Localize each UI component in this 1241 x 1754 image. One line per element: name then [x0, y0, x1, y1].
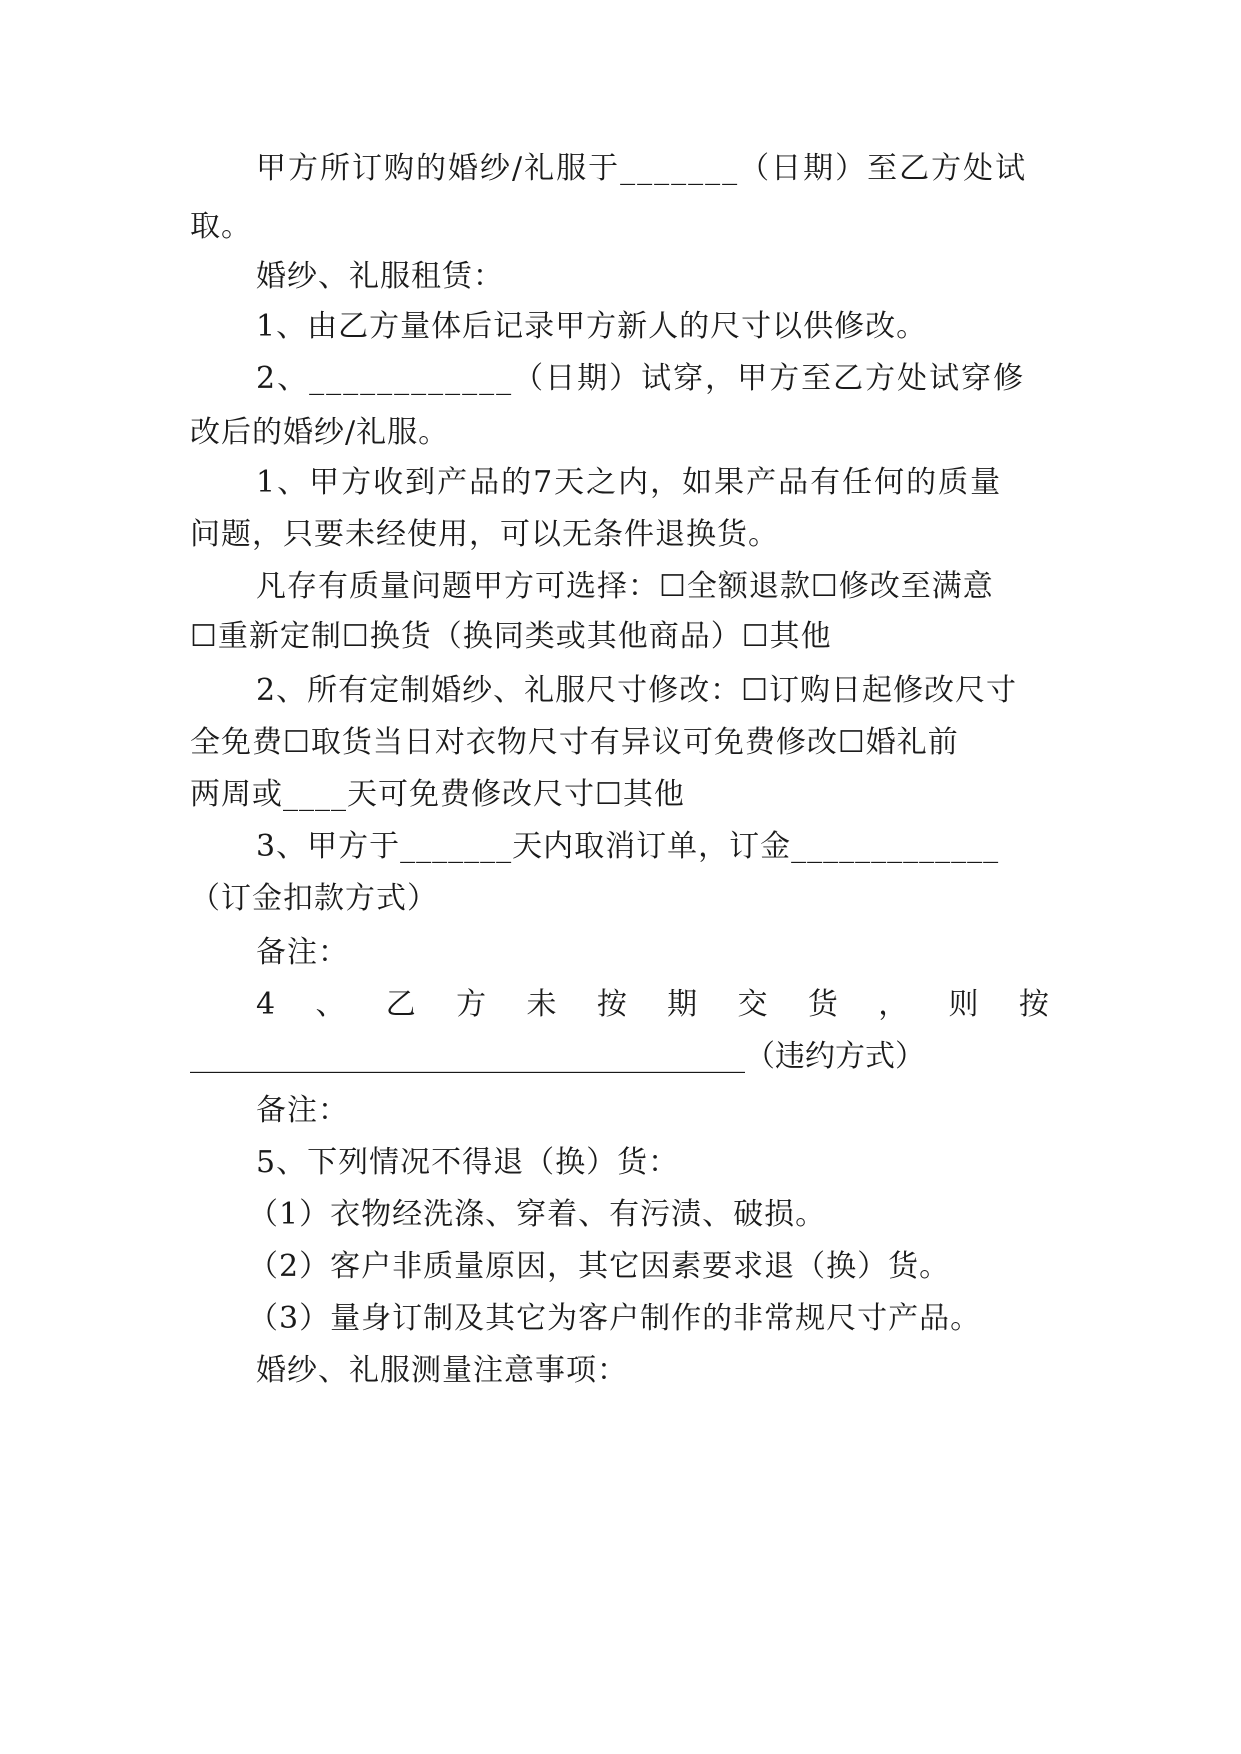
spread-token: 按: [1018, 987, 1050, 1022]
note-label-2: 备注：: [256, 1093, 349, 1128]
quality-options-line: 凡存有质量问题甲方可选择：☐全额退款☐修改至满意: [256, 569, 994, 604]
no-return-item-3: （3）量身订制及其它为客户制作的非常规尺寸产品。: [248, 1301, 982, 1336]
quality-options-cont: ☐重新定制☐换货（换同类或其他商品）☐其他: [190, 619, 832, 654]
spread-token: 4: [256, 987, 277, 1022]
spread-token: 货: [807, 987, 839, 1022]
spread-token: 乙: [385, 987, 417, 1022]
note-label-1: 备注：: [256, 935, 349, 970]
cancel-order-cont: （订金扣款方式）: [190, 881, 438, 916]
spread-token: 方: [456, 987, 488, 1022]
alteration-options-cont-1: 全免费☐取货当日对衣物尺寸有异议可免费修改☐婚礼前: [190, 725, 959, 760]
para-line-1: 甲方所订购的婚纱/礼服于_______（日期）至乙方处试: [256, 151, 1028, 186]
section-heading-rental: 婚纱、礼服租赁：: [256, 259, 504, 294]
spread-token: 则: [948, 987, 980, 1022]
no-return-item-2: （2）客户非质量原因，其它因素要求退（换）货。: [248, 1249, 951, 1284]
spread-token: 期: [667, 987, 699, 1022]
list-item-2-cont: 改后的婚纱/礼服。: [190, 415, 450, 450]
measurement-notes-heading: 婚纱、礼服测量注意事项：: [256, 1353, 628, 1388]
alteration-options-line: 2、所有定制婚纱、礼服尺寸修改：☐订购日起修改尺寸: [256, 673, 1017, 708]
list-item-1: 1、由乙方量体后记录甲方新人的尺寸以供修改。: [256, 309, 928, 344]
late-delivery-cont: _____________________________________（违约方式）: [190, 1039, 925, 1074]
alteration-options-cont-2: 两周或____天可免费修改尺寸☐其他: [190, 777, 685, 812]
spread-token: 按: [596, 987, 628, 1022]
list-item-2: 2、____________（日期）试穿，甲方至乙方处试穿修: [256, 361, 1026, 396]
spread-token: 交: [737, 987, 769, 1022]
spread-token: 、: [315, 987, 347, 1022]
spread-token: 未: [526, 987, 558, 1022]
late-delivery-line: [256, 986, 1050, 1024]
para-line-2: 取。: [190, 209, 252, 244]
list-item-return: 1、甲方收到产品的7天之内，如果产品有任何的质量: [256, 465, 1003, 500]
no-return-item-1: （1）衣物经洗涤、穿着、有污渍、破损。: [248, 1197, 827, 1232]
spread-token: ，: [878, 987, 910, 1022]
no-return-heading: 5、下列情况不得退（换）货：: [256, 1145, 680, 1180]
cancel-order-line: 3、甲方于_______天内取消订单，订金_____________: [256, 829, 1000, 864]
list-item-return-cont: 问题，只要未经使用，可以无条件退换货。: [190, 517, 779, 552]
